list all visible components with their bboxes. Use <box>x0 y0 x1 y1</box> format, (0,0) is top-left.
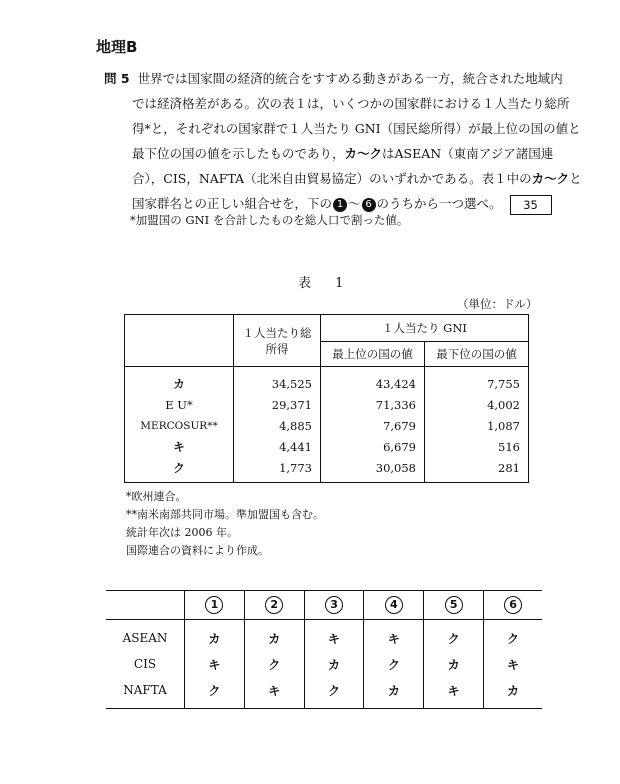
question-line-text: と <box>569 171 582 186</box>
cell: カ <box>185 620 245 652</box>
kaku-label: カ～ク <box>531 171 570 186</box>
cell: ク <box>364 651 424 677</box>
table-row <box>125 367 529 395</box>
cell: ク <box>244 651 304 677</box>
row-label: キ <box>125 436 234 457</box>
cell: カ <box>244 620 304 652</box>
cell-income: 29,371 <box>234 394 321 415</box>
cell: ク <box>185 677 245 709</box>
table-row <box>125 415 529 436</box>
table-row <box>106 620 542 652</box>
question-line-text: はASEAN（東南アジア諸国連 <box>382 146 554 161</box>
cell-income: 4,885 <box>234 415 321 436</box>
cell: ク <box>424 620 484 652</box>
circled-number-icon: 1 <box>333 198 347 212</box>
table1-header-top: 最上位の国の値 <box>321 342 425 367</box>
table-row <box>125 394 529 415</box>
row-label: MERCOSUR** <box>125 415 234 436</box>
cell-income: 4,441 <box>234 436 321 457</box>
question-line-text: のうちから一つ選べ。 <box>376 196 502 211</box>
cell-bottom: 1,087 <box>425 415 529 436</box>
circled-number-icon: 2 <box>265 596 283 614</box>
table1-unit: （単位：ドル） <box>457 297 538 311</box>
circled-number-icon: 6 <box>504 596 522 614</box>
question-line-text: 最下位の国の値を示したものであり， <box>132 146 345 161</box>
cell: カ <box>484 677 542 709</box>
cell: ク <box>484 620 542 652</box>
row-label: カ <box>125 367 234 395</box>
table1-header-bottom: 最下位の国の値 <box>425 342 529 367</box>
choice-option[interactable] <box>304 591 364 620</box>
table1 <box>124 314 529 483</box>
cell-top: 71,336 <box>321 394 425 415</box>
cell: キ <box>185 651 245 677</box>
question-note: *加盟国の GNI を合計したものを総人口で割った値。 <box>130 213 409 227</box>
choice-option[interactable] <box>484 591 542 620</box>
question-number: 問 5 <box>104 71 130 86</box>
cell-top: 30,058 <box>321 457 425 483</box>
row-label: ASEAN <box>122 631 168 645</box>
cell: キ <box>424 677 484 709</box>
table1-notes <box>126 488 324 560</box>
cell: カ <box>424 651 484 677</box>
question-line-text: 国家群名との正しい組合せを，下の <box>132 196 333 211</box>
cell-bottom: 4,002 <box>425 394 529 415</box>
cell-bottom: 516 <box>425 436 529 457</box>
cell-top: 43,424 <box>321 367 425 395</box>
table-row <box>106 651 542 677</box>
header-text: １人当たり総所得 <box>242 325 312 356</box>
cell: ク <box>304 677 364 709</box>
row-label: CIS <box>133 657 157 671</box>
choice-option[interactable] <box>185 591 245 620</box>
choice-option[interactable] <box>244 591 304 620</box>
row-label: ク <box>125 457 234 483</box>
choice-option[interactable] <box>364 591 424 620</box>
choice-option[interactable] <box>424 591 484 620</box>
cell-top: 6,679 <box>321 436 425 457</box>
question-line-2: では経済格差がある。次の表１は，いくつかの国家群における１人当たり総所 <box>132 96 570 111</box>
table1-header-gni: １人当たり GNI <box>321 315 529 342</box>
circled-number-icon: 6 <box>362 198 376 212</box>
table1-title: 表 1 <box>298 276 354 291</box>
question-line-1 <box>104 66 563 91</box>
question-line-4 <box>104 141 554 166</box>
table-row <box>125 457 529 483</box>
cell-income: 1,773 <box>234 457 321 483</box>
cell-top: 7,679 <box>321 415 425 436</box>
cell: キ <box>244 677 304 709</box>
circled-number-icon: 5 <box>445 596 463 614</box>
table-row <box>106 677 542 709</box>
circled-number-icon: 1 <box>205 596 223 614</box>
note-line: *欧州連合。 <box>126 490 187 503</box>
kaku-label: カ～ク <box>344 146 383 161</box>
circled-number-icon: 4 <box>385 596 403 614</box>
circled-number-icon: 3 <box>325 596 343 614</box>
question-line-text: 世界では国家間の経済的統合をすすめる動きがある一方，統合された地域内 <box>137 71 563 86</box>
table1-corner <box>125 315 234 367</box>
cell: カ <box>304 651 364 677</box>
cell-income: 34,525 <box>234 367 321 395</box>
answer-box[interactable]: 35 <box>510 195 552 215</box>
table-row <box>125 436 529 457</box>
cell: キ <box>484 651 542 677</box>
cell-bottom: 7,755 <box>425 367 529 395</box>
question-line-5 <box>104 166 582 191</box>
cell-bottom: 281 <box>425 457 529 483</box>
note-line: 国際連合の資料により作成。 <box>126 544 269 557</box>
note-line: **南米南部共同市場。準加盟国も含む。 <box>126 508 324 521</box>
choice-header-row <box>106 591 542 620</box>
corner-cell <box>106 591 185 620</box>
note-line: 統計年次は 2006 年。 <box>126 526 238 539</box>
question-line-3: 得*と，それぞれの国家群で１人当たり GNI（国民総所得）が最上位の国の値と <box>132 121 581 136</box>
answer-choice-table <box>106 590 542 709</box>
cell: キ <box>364 620 424 652</box>
cell: キ <box>304 620 364 652</box>
page-title: 地理B <box>96 38 138 56</box>
question-line-text: ～ <box>348 196 361 211</box>
question-line-text: 合），CIS，NAFTA（北米自由貿易協定）のいずれかである。表１中の <box>132 171 532 186</box>
row-label: E U* <box>125 394 234 415</box>
table1-header-per-capita <box>234 315 321 367</box>
cell: カ <box>364 677 424 709</box>
row-label: NAFTA <box>123 683 167 697</box>
question-text <box>104 66 582 216</box>
